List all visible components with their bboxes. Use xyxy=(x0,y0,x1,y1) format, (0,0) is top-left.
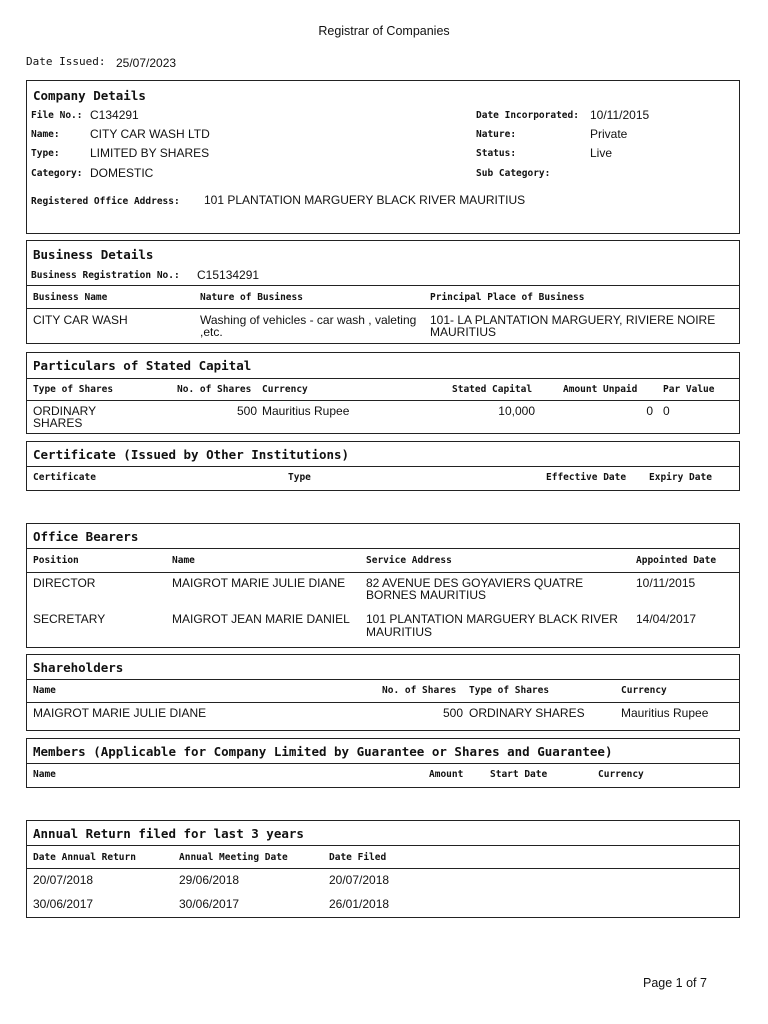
column-header: No. of Shares xyxy=(382,685,457,696)
page-title: Registrar of Companies xyxy=(318,24,450,38)
column-header: Date Annual Return xyxy=(33,852,136,863)
shareholders-section xyxy=(26,654,740,731)
column-header: Currency xyxy=(262,384,308,395)
service-address-cell: 82 AVENUE DES GOYAVIERS QUATRE xyxy=(366,576,584,590)
stated-capital-section xyxy=(26,352,740,434)
date-filed-cell: 20/07/2018 xyxy=(329,873,390,887)
date-issued-label: Date Issued: xyxy=(26,55,106,68)
no-of-shares-cell: 500 xyxy=(442,706,463,720)
status-value: Live xyxy=(590,146,613,160)
date-filed-cell: 26/01/2018 xyxy=(329,897,390,911)
service-address-cell: 101 PLANTATION MARGUERY BLACK RIVER xyxy=(366,612,618,626)
members-section xyxy=(26,738,740,788)
office-bearers-heading: Office Bearers xyxy=(33,529,139,544)
company-details-heading: Company Details xyxy=(33,88,146,103)
annual-return-section xyxy=(26,820,740,918)
column-header: Name xyxy=(172,555,195,566)
service-address-cell: BORNES MAURITIUS xyxy=(366,588,487,602)
column-header: Start Date xyxy=(490,769,548,780)
column-header: Business Name xyxy=(33,292,108,303)
column-header: No. of Shares xyxy=(177,384,252,395)
annual-return-heading: Annual Return filed for last 3 years xyxy=(33,826,304,841)
business-details-heading: Business Details xyxy=(33,247,154,262)
company-details-section xyxy=(26,80,740,234)
column-header: Principal Place of Business xyxy=(430,292,585,303)
share-type-cell: ORDINARY xyxy=(33,404,97,418)
business-name-cell: CITY CAR WASH xyxy=(33,313,128,327)
category-value: DOMESTIC xyxy=(90,166,154,180)
nature-label: Nature: xyxy=(476,129,517,140)
stated-capital-cell: 10,000 xyxy=(498,404,535,418)
position-cell: SECRETARY xyxy=(33,612,106,626)
date-issued-value: 25/07/2023 xyxy=(116,56,177,70)
column-header: Type of Shares xyxy=(33,384,114,395)
column-header: Amount xyxy=(429,769,464,780)
address-value: 101 PLANTATION MARGUERY BLACK RIVER MAURITIUS xyxy=(204,193,526,207)
file-no-label: File No.: xyxy=(31,110,83,121)
amount-unpaid-cell: 0 xyxy=(646,404,653,418)
file-no-value: C134291 xyxy=(90,108,139,122)
column-header: Currency xyxy=(598,769,644,780)
appointed-date-cell: 10/11/2015 xyxy=(636,576,696,590)
column-header: Effective Date xyxy=(546,472,627,483)
par-value-cell: 0 xyxy=(663,404,670,418)
column-header: Currency xyxy=(621,685,667,696)
address-label: Registered Office Address: xyxy=(31,196,180,207)
members-heading: Members (Applicable for Company Limited by Guarantee or Shares and Guarantee) xyxy=(33,744,613,759)
currency-cell: Mauritius Rupee xyxy=(262,404,350,418)
type-value: LIMITED BY SHARES xyxy=(90,146,210,160)
nature-value: Private xyxy=(590,127,628,141)
business-nature-cell: Washing of vehicles - car wash , valeting xyxy=(200,313,417,327)
column-header: Certificate xyxy=(33,472,96,483)
column-header: Service Address xyxy=(366,555,452,566)
column-header: Stated Capital xyxy=(452,384,533,395)
column-header: Nature of Business xyxy=(200,292,303,303)
share-type-cell: SHARES xyxy=(33,416,83,430)
column-header: Amount Unpaid xyxy=(563,384,638,395)
category-label: Category: xyxy=(31,168,83,179)
date-incorporated-value: 10/11/2015 xyxy=(590,108,650,122)
annual-return-date-cell: 30/06/2017 xyxy=(33,897,94,911)
name-label: Name: xyxy=(31,129,60,140)
business-details-section xyxy=(26,240,740,344)
position-cell: DIRECTOR xyxy=(33,576,96,590)
status-label: Status: xyxy=(476,148,517,159)
appointed-date-cell: 14/04/2017 xyxy=(636,612,697,626)
shareholder-name-cell: MAIGROT MARIE JULIE DIANE xyxy=(33,706,207,720)
service-address-cell: MAURITIUS xyxy=(366,625,432,639)
currency-cell: Mauritius Rupee xyxy=(621,706,709,720)
office-bearers-section xyxy=(26,523,740,648)
column-header: Type xyxy=(288,472,311,483)
certificate-heading: Certificate (Issued by Other Institutions) xyxy=(33,447,350,462)
date-incorporated-label: Date Incorporated: xyxy=(476,110,579,121)
brn-value: C15134291 xyxy=(197,268,260,282)
business-nature-cell: ,etc. xyxy=(200,325,223,339)
business-place-cell: 101- LA PLANTATION MARGUERY, RIVIERE NOIRE xyxy=(430,313,716,327)
sub-category-label: Sub Category: xyxy=(476,168,551,179)
stated-capital-heading: Particulars of Stated Capital xyxy=(33,358,252,373)
page-number: Page 1 of 7 xyxy=(643,976,707,990)
column-header: Expiry Date xyxy=(649,472,712,483)
meeting-date-cell: 30/06/2017 xyxy=(179,897,240,911)
column-header: Type of Shares xyxy=(469,685,550,696)
column-header: Date Filed xyxy=(329,852,387,863)
column-header: Appointed Date xyxy=(636,555,717,566)
type-label: Type: xyxy=(31,148,60,159)
column-header: Position xyxy=(33,555,79,566)
column-header: Annual Meeting Date xyxy=(179,852,288,863)
no-of-shares-cell: 500 xyxy=(236,404,257,418)
annual-return-date-cell: 20/07/2018 xyxy=(33,873,94,887)
name-value: CITY CAR WASH LTD xyxy=(90,127,210,141)
column-header: Name xyxy=(33,769,56,780)
shareholders-heading: Shareholders xyxy=(33,660,124,675)
meeting-date-cell: 29/06/2018 xyxy=(179,873,240,887)
business-place-cell: MAURITIUS xyxy=(430,325,496,339)
certificate-section xyxy=(26,441,740,491)
column-header: Name xyxy=(33,685,56,696)
bearer-name-cell: MAIGROT JEAN MARIE DANIEL xyxy=(172,612,350,626)
share-type-cell: ORDINARY SHARES xyxy=(469,706,585,720)
column-header: Par Value xyxy=(663,384,715,395)
bearer-name-cell: MAIGROT MARIE JULIE DIANE xyxy=(172,576,346,590)
brn-label: Business Registration No.: xyxy=(31,270,180,281)
